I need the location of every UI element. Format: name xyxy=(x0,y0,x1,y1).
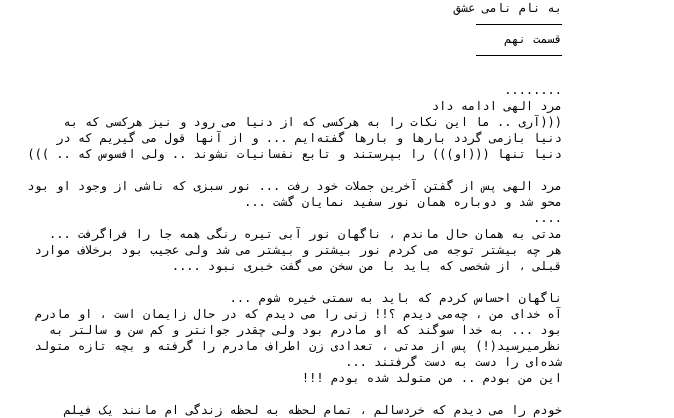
text-line: بود ... به خدا سوگند که او مادرم بود ولی چقدر جوانتر و کم سن و سالتر به xyxy=(49,323,562,337)
paragraph-gap xyxy=(2,162,562,178)
text-line: (((آری .. ما این نکات را به هرکسی که از دنیا می رود و نیز هرکسی که به xyxy=(63,115,562,129)
paragraph xyxy=(2,82,562,162)
part-divider xyxy=(476,55,562,56)
paragraph xyxy=(2,210,562,274)
document-title: به نام نامی عشق xyxy=(453,1,562,15)
text-line: مدتی به همان حال ماندم ، ناگهان نور آبی تیره رنگی همه جا را فراگرفت ... xyxy=(49,227,562,241)
text-line: هر چه بیشتر توجه می کردم نور بیشتر و بیشتر می شد ولی عجیب بود برخلاف موارد xyxy=(34,243,562,257)
part-label: قسمت نهم xyxy=(504,32,562,46)
text-line: آه خدای من ، چه‌می دیدم ؟!! زنی را می دیدم که در حال زایمان است ، او مادرم xyxy=(34,307,562,321)
title-divider xyxy=(476,24,562,25)
text-line: خودم را می دیدم که خردسالم ، تمام لحظه به لحظه زندگی ام مانند یک فیلم xyxy=(63,403,562,417)
text-line: قبلی ، از شخصی که باید با من سخن می گفت خبری نبود .... xyxy=(171,259,562,273)
text-line: دنیا تنها (((او))) را بپرستند و تابع نفسانیات نشوند .. ولی افسوس که .. ))) xyxy=(27,147,562,161)
text-line: محو شد و دوباره همان نور سفید نمایان گشت ... xyxy=(244,195,562,209)
paragraph-gap xyxy=(2,274,562,290)
text-line: مرد الهی ادامه داد xyxy=(431,99,562,113)
text-line: مرد الهی پس از گفتن آخرین جملات خود رفت ... نور سبزی که ناشی از وجود او بود xyxy=(27,179,562,193)
text-line: شده‌ای را دست به دست گرفتند ... xyxy=(345,355,562,369)
text-line: ........ xyxy=(504,83,562,97)
text-line: این من بودم .. من متولد شده بودم !!! xyxy=(301,371,562,385)
text-line: نظرمیرسید(!) پس از مدتی ، تعدادی زن اطراف مادرم را گرفته و بچه تازه متولد xyxy=(34,339,562,353)
paragraph xyxy=(2,290,562,386)
paragraph xyxy=(2,402,562,418)
document-header xyxy=(362,0,562,56)
text-line: دنیا بازمی گردد بارها و بارها گفته‌ایم ... و از آنها قول می گیریم که در xyxy=(56,131,562,145)
text-line: .... xyxy=(533,211,562,225)
text-line: ناگهان احساس کردم که باید به سمتی خیره شوم ... xyxy=(229,291,562,305)
story-body xyxy=(2,82,562,418)
paragraph-gap xyxy=(2,386,562,402)
paragraph xyxy=(2,178,562,210)
